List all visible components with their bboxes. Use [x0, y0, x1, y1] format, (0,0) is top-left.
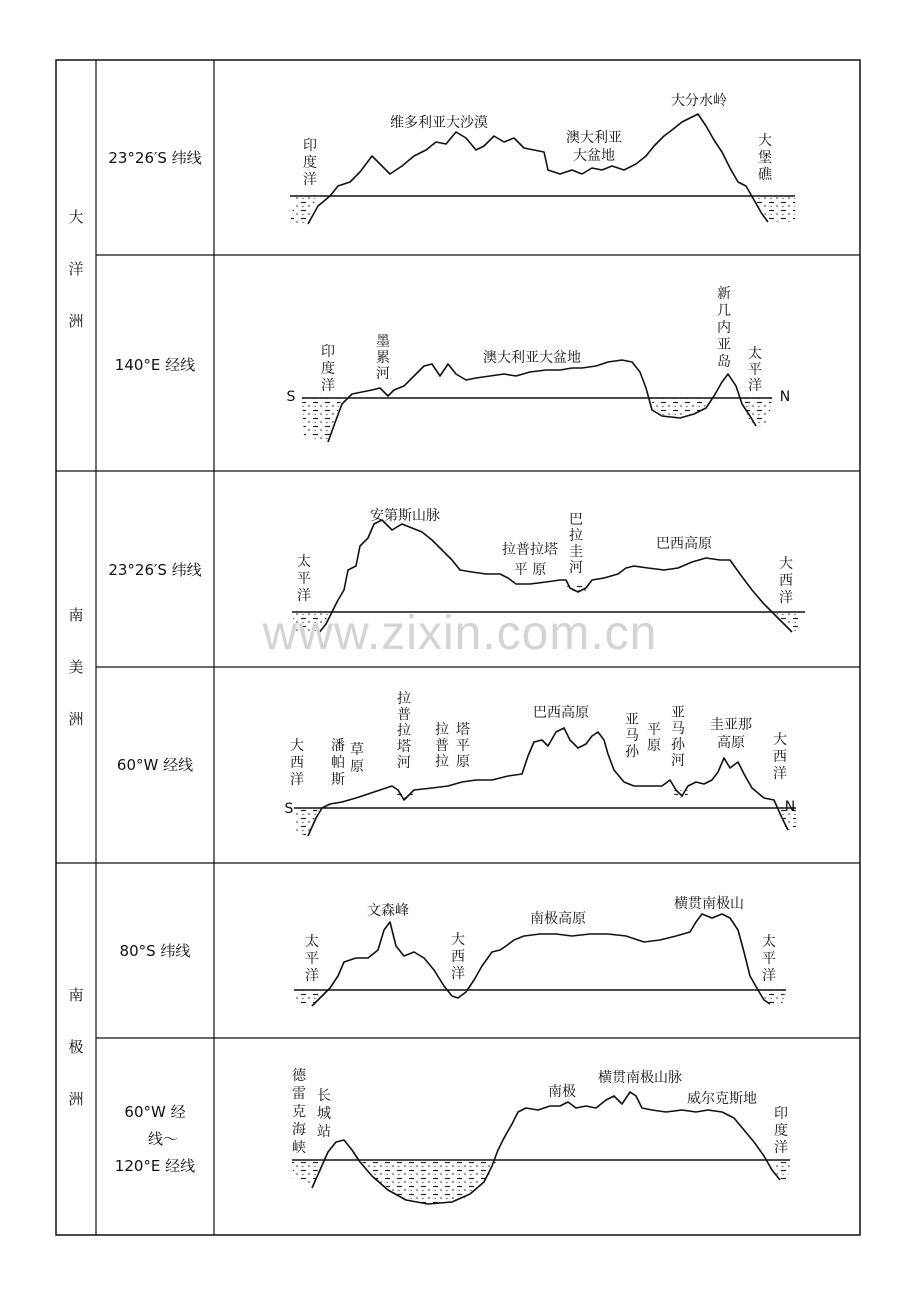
line-label: 120°E 经线 — [114, 1157, 196, 1175]
feature-label-great-basin: 澳大利亚大盆地 — [483, 350, 581, 366]
line-label: 80°S 纬线 — [119, 942, 191, 960]
feature-label-atlantic-ocean: 大西洋 — [290, 738, 304, 788]
feature-label-great-basin: 大盆地 — [573, 148, 615, 164]
profile-australia-140e — [302, 360, 772, 442]
feature-label-la-plata: 拉普拉塔 — [502, 542, 558, 558]
continent-label: 南极洲 — [68, 986, 84, 1108]
feature-label-amazon-river: 亚马孙河 — [671, 705, 685, 769]
feature-label-murray-river: 墨累河 — [376, 334, 390, 382]
line-label: 60°W 经 — [124, 1103, 186, 1121]
feature-label-wilkes-land: 威尔克斯地 — [687, 1091, 757, 1107]
feature-label-brazil-plateau: 巴西高原 — [656, 536, 712, 552]
feature-label-australia: 澳大利亚 — [566, 130, 622, 146]
line-label: 23°26′S 纬线 — [108, 561, 202, 579]
feature-label-la-plata-river: 拉普拉塔河 — [397, 691, 411, 771]
feature-label-grassland: 草原 — [350, 742, 364, 775]
feature-label-amazon-plain: 平原 — [647, 722, 661, 754]
direction-south: S — [286, 389, 296, 405]
feature-label-indian-ocean: 印度洋 — [303, 138, 317, 188]
feature-label-new-guinea: 新几内亚岛 — [717, 286, 731, 370]
profile-antarctica-80s — [294, 914, 786, 1006]
feature-label-pacific-ocean: 太平洋 — [305, 934, 319, 984]
feature-label-great-barrier-reef: 大堡礁 — [758, 133, 772, 183]
direction-south: S — [284, 801, 294, 817]
line-label: 线～ — [147, 1130, 179, 1148]
watermark: www.zixin.com.cn — [262, 607, 658, 660]
feature-label-brazil-plateau: 巴西高原 — [533, 705, 589, 721]
profile-australia-tropic — [290, 114, 795, 224]
feature-label-atlantic-ocean: 大西洋 — [451, 932, 465, 982]
feature-label-amazon: 亚马孙 — [625, 712, 639, 760]
line-label: 60°W 经线 — [116, 756, 194, 774]
continent-label: 南美洲 — [68, 606, 84, 728]
feature-label-victoria-desert: 维多利亚大沙漠 — [390, 115, 488, 131]
feature-label-highland: 高原 — [717, 735, 745, 751]
feature-label-andes: 安第斯山脉 — [370, 508, 440, 524]
feature-label-plain: 平 原 — [513, 562, 547, 578]
feature-label-vinson-massif: 文森峰 — [367, 903, 409, 919]
feature-label-la-plata-plain-1: 拉普拉 — [435, 722, 449, 770]
feature-label-atlantic-ocean: 大西洋 — [779, 556, 793, 606]
feature-label-la-plata-plain-2: 塔平原 — [456, 722, 470, 770]
line-label: 23°26′S 纬线 — [108, 149, 202, 167]
feature-label-transantarctic: 横贯南极山 — [674, 896, 744, 912]
feature-label-pampas: 潘帕斯 — [331, 738, 345, 788]
line-label: 140°E 经线 — [114, 356, 196, 374]
feature-label-pacific-ocean: 太平洋 — [762, 934, 776, 984]
feature-label-transantarctic-mountains: 横贯南极山脉 — [598, 1070, 682, 1086]
feature-label-south-pole: 南极 — [548, 1084, 576, 1100]
feature-label-polar-plateau: 南极高原 — [530, 911, 586, 927]
feature-label-indian-ocean: 印度洋 — [321, 344, 335, 394]
feature-label-drake-passage: 德雷克海峡 — [292, 1068, 306, 1156]
feature-label-guiana: 圭亚那 — [710, 717, 752, 733]
direction-north: N — [784, 799, 796, 815]
feature-label-paraguay-river: 巴拉圭河 — [569, 512, 583, 576]
feature-label-atlantic-ocean: 大西洋 — [773, 732, 787, 782]
continent-label: 大洋洲 — [68, 208, 84, 330]
direction-north: N — [779, 389, 791, 405]
feature-label-pacific-ocean: 太平洋 — [297, 554, 311, 604]
feature-label-great-wall-station: 长城站 — [317, 1088, 331, 1140]
feature-label-great-dividing-range: 大分水岭 — [671, 93, 727, 109]
feature-label-indian-ocean: 印度洋 — [774, 1106, 788, 1156]
feature-label-pacific-ocean: 太平洋 — [748, 346, 762, 394]
profile-antarctica-60w-120e — [292, 1092, 790, 1204]
